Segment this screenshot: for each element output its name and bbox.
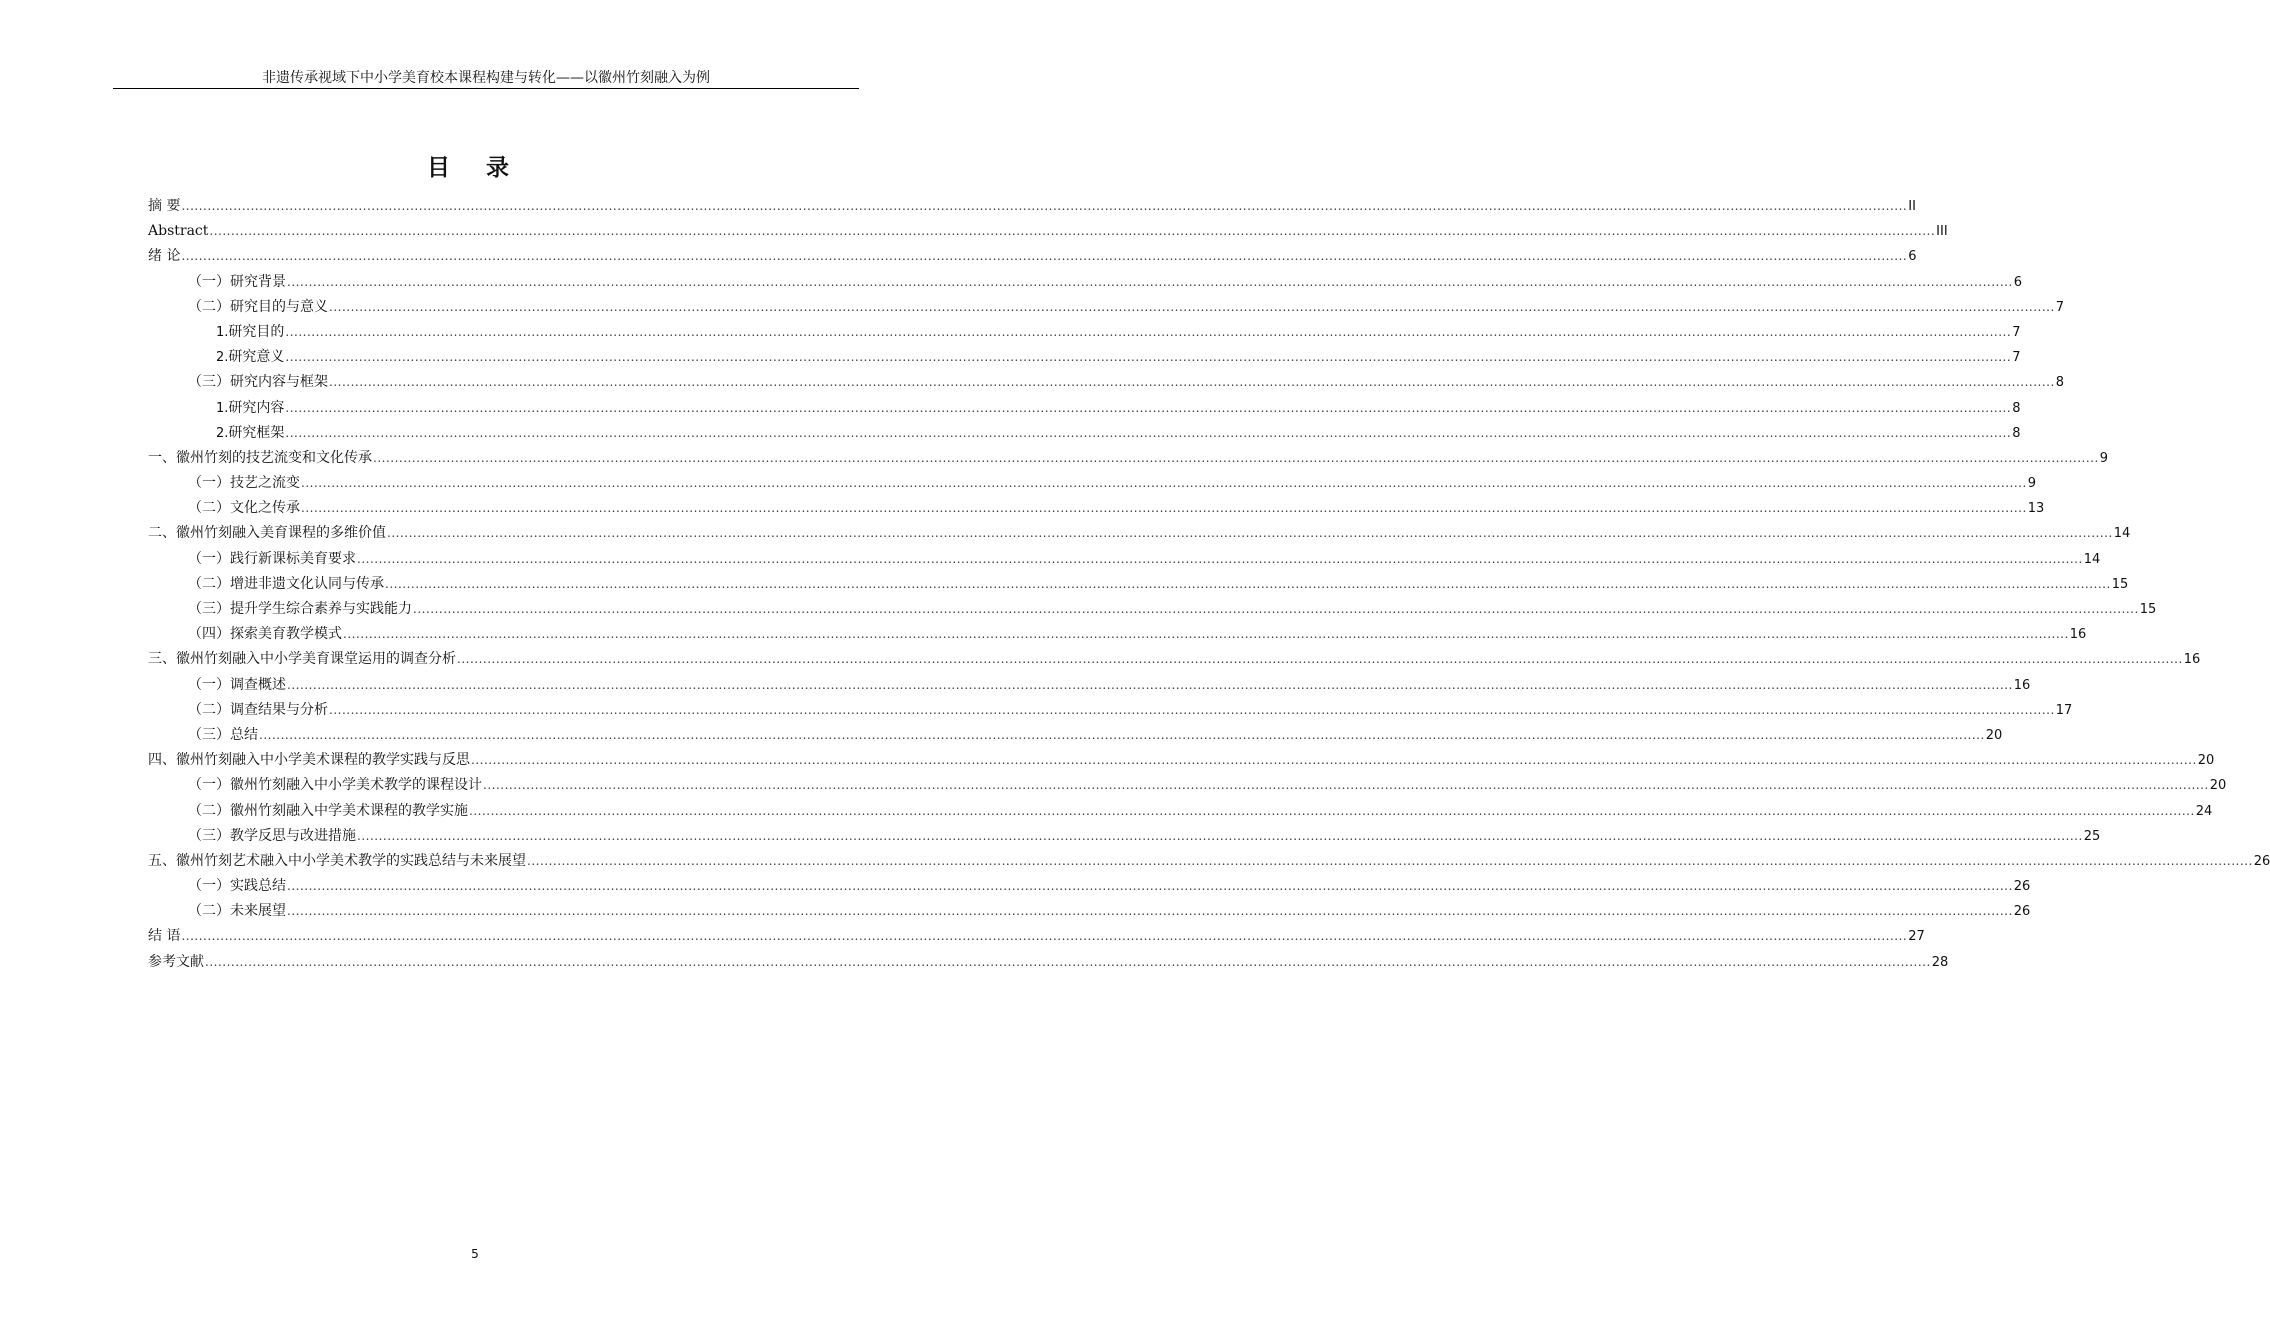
toc-title: 目 录: [426, 154, 523, 181]
toc-entry-label: 绪 论: [148, 248, 181, 265]
toc-entry[interactable]: [148, 446, 2109, 471]
toc-dot-leader: ................................................................................................................................................................................................................................................................................................................................................................................................................: [373, 450, 2099, 465]
toc-entry-label: 未来展望: [230, 903, 286, 920]
toc-dot-leader: ................................................................................................................................................................................................................................................................................................................................................................................................................: [285, 324, 2012, 339]
toc-entry-number: 三、: [148, 651, 176, 668]
toc-entry-page: 8: [2012, 400, 2021, 416]
toc-entry-page: 16: [2183, 652, 2201, 668]
toc-entry[interactable]: [148, 824, 2101, 849]
toc-dot-leader: ................................................................................................................................................................................................................................................................................................................................................................................................................: [457, 652, 2183, 667]
running-header: 非遗传承视域下中小学美育校本课程构建与转化——以徽州竹刻融入为例: [262, 70, 710, 86]
toc-dot-leader: ................................................................................................................................................................................................................................................................................................................................................................................................................: [181, 199, 1908, 213]
toc-entry-label: 研究目的: [228, 323, 285, 340]
toc-entry-page: 24: [2195, 803, 2213, 819]
toc-dot-leader: ................................................................................................................................................................................................................................................................................................................................................................................................................: [483, 778, 2209, 793]
toc-entry[interactable]: [148, 673, 2031, 698]
toc-entry[interactable]: [148, 496, 2045, 521]
toc-entry[interactable]: [148, 270, 2023, 295]
toc-entry-label: 研究意义: [228, 349, 285, 366]
toc-entry[interactable]: [148, 773, 2227, 798]
toc-entry-number: （一）: [188, 475, 230, 492]
toc-entry-label: 调查概述: [230, 676, 286, 693]
toc-entry-label: 徽州竹刻融入中学美术课程的教学实施: [230, 802, 468, 819]
toc-entry-label: 践行新课标美育要求: [230, 550, 356, 567]
toc-entry-page: 17: [2055, 702, 2073, 718]
toc-entry-page: 8: [2012, 425, 2021, 441]
toc-entry-number: （三）: [188, 726, 230, 743]
toc-entry-label: 研究框架: [228, 424, 285, 441]
toc-dot-leader: ................................................................................................................................................................................................................................................................................................................................................................................................................: [287, 904, 2013, 919]
toc-entry-label: 研究内容与框架: [230, 374, 328, 391]
toc-entry[interactable]: [148, 244, 1917, 269]
toc-entry-page: 6: [2013, 274, 2023, 290]
toc-dot-leader: ................................................................................................................................................................................................................................................................................................................................................................................................................: [181, 249, 1908, 264]
toc-dot-leader: ................................................................................................................................................................................................................................................................................................................................................................................................................: [301, 501, 2027, 516]
toc-entry-number: 一、: [148, 449, 176, 466]
toc-entry-page: 20: [1985, 727, 2003, 743]
toc-entry-page: 14: [2083, 551, 2101, 567]
toc-entry-page: 16: [2013, 677, 2031, 693]
toc-dot-leader: ................................................................................................................................................................................................................................................................................................................................................................................................................: [471, 753, 2197, 768]
toc-entry-label: 徽州竹刻融入中小学美术课程的教学实践与反思: [176, 752, 470, 769]
toc-entry-page: 20: [2197, 753, 2215, 769]
toc-entry[interactable]: [148, 295, 2065, 320]
toc-dot-leader: ................................................................................................................................................................................................................................................................................................................................................................................................................: [329, 702, 2055, 717]
toc-entry-page: 15: [2111, 576, 2129, 592]
toc-entry-page: 27: [1908, 929, 1925, 945]
toc-entry-number: （二）: [188, 500, 230, 517]
toc-entry-number: （三）: [188, 374, 230, 391]
toc-entry[interactable]: [148, 698, 2073, 723]
toc-entry-number: 1.: [216, 400, 229, 416]
toc-entry-page: 7: [2012, 324, 2021, 340]
toc-entry-label: 提升学生综合素养与实践能力: [230, 601, 412, 617]
toc-entry-number: 2.: [216, 425, 229, 441]
toc-entry-number: （一）: [188, 676, 230, 693]
toc-entry-page: 9: [2027, 476, 2037, 492]
toc-dot-leader: ................................................................................................................................................................................................................................................................................................................................................................................................................: [287, 274, 2013, 289]
toc-entry[interactable]: [148, 849, 2270, 874]
toc-entry-page: 20: [2209, 778, 2227, 794]
toc-entry-number: （三）: [188, 601, 230, 617]
toc-entry-page: 9: [2099, 450, 2109, 466]
toc-dot-leader: ................................................................................................................................................................................................................................................................................................................................................................................................................: [301, 476, 2027, 491]
toc-dot-leader: ................................................................................................................................................................................................................................................................................................................................................................................................................: [285, 425, 2012, 440]
toc-dot-leader: ................................................................................................................................................................................................................................................................................................................................................................................................................: [329, 375, 2055, 390]
toc-dot-leader: ................................................................................................................................................................................................................................................................................................................................................................................................................: [287, 677, 2013, 692]
toc-entry-label: 研究背景: [230, 273, 286, 290]
toc-entry-page: III: [1936, 224, 1948, 240]
toc-entry[interactable]: [148, 194, 1916, 219]
toc-entry-label: 总结: [230, 726, 258, 743]
toc-entry-number: （一）: [188, 550, 230, 567]
toc-dot-leader: ................................................................................................................................................................................................................................................................................................................................................................................................................: [357, 828, 2083, 843]
toc-entry[interactable]: [148, 622, 2087, 647]
toc-dot-leader: ................................................................................................................................................................................................................................................................................................................................................................................................................: [413, 602, 2139, 616]
table-of-contents: [148, 194, 2270, 975]
toc-entry-page: 25: [2083, 828, 2101, 844]
toc-entry-number: （二）: [188, 903, 230, 920]
toc-dot-leader: ................................................................................................................................................................................................................................................................................................................................................................................................................: [343, 627, 2069, 642]
toc-entry[interactable]: [148, 899, 2031, 924]
toc-entry-page: 16: [2069, 627, 2087, 643]
toc-entry-label: 增进非遗文化认同与传承: [230, 575, 384, 592]
toc-entry-label: 技艺之流变: [230, 475, 300, 492]
toc-dot-leader: ................................................................................................................................................................................................................................................................................................................................................................................................................: [387, 526, 2113, 541]
page-number: 5: [471, 1247, 479, 1261]
toc-entry[interactable]: [148, 748, 2215, 773]
toc-entry-label: 教学反思与改进措施: [230, 827, 356, 844]
toc-entry-page: 13: [2027, 501, 2045, 517]
toc-entry-number: （一）: [188, 878, 230, 895]
toc-dot-leader: ................................................................................................................................................................................................................................................................................................................................................................................................................: [357, 551, 2083, 566]
toc-entry-page: 7: [2012, 350, 2021, 366]
toc-dot-leader: ................................................................................................................................................................................................................................................................................................................................................................................................................: [527, 853, 2253, 868]
toc-entry-number: 二、: [148, 525, 176, 542]
toc-entry[interactable]: [148, 521, 2131, 546]
toc-dot-leader: ................................................................................................................................................................................................................................................................................................................................................................................................................: [181, 929, 1908, 944]
toc-entry-page: 28: [1931, 954, 1949, 970]
toc-entry-page: 26: [2253, 853, 2270, 869]
toc-entry-number: （一）: [188, 777, 230, 794]
toc-entry-label: 徽州竹刻的技艺流变和文化传承: [176, 449, 372, 466]
toc-entry[interactable]: [148, 320, 2021, 345]
toc-entry[interactable]: [148, 924, 1925, 949]
toc-entry[interactable]: [148, 799, 2213, 824]
toc-dot-leader: ................................................................................................................................................................................................................................................................................................................................................................................................................: [285, 400, 2012, 415]
toc-entry[interactable]: [148, 547, 2101, 572]
toc-dot-leader: ................................................................................................................................................................................................................................................................................................................................................................................................................: [209, 224, 1936, 239]
toc-entry-number: 2.: [216, 350, 229, 366]
toc-dot-leader: ................................................................................................................................................................................................................................................................................................................................................................................................................: [329, 299, 2055, 314]
toc-dot-leader: ................................................................................................................................................................................................................................................................................................................................................................................................................: [259, 727, 1985, 742]
toc-entry[interactable]: [148, 421, 2021, 446]
toc-entry-label: 五、徽州竹刻艺术融入中小学美术教学的实践总结与未来展望: [148, 852, 526, 869]
toc-entry-page: 7: [2055, 299, 2065, 315]
toc-dot-leader: ................................................................................................................................................................................................................................................................................................................................................................................................................: [205, 954, 1931, 969]
toc-entry-label: 参考文献: [148, 953, 204, 970]
toc-entry-number: 1.: [216, 324, 229, 340]
toc-entry[interactable]: [148, 471, 2037, 496]
toc-entry-number: 四、: [148, 752, 176, 769]
toc-entry-page: 6: [1908, 249, 1917, 265]
toc-entry[interactable]: [148, 396, 2021, 421]
toc-entry[interactable]: [148, 219, 1948, 244]
toc-entry-number: （四）: [188, 626, 230, 643]
toc-entry-label: 徽州竹刻融入美育课程的多维价值: [176, 525, 386, 542]
toc-entry-page: 8: [2055, 375, 2065, 391]
toc-entry-page: II: [1908, 199, 1916, 214]
toc-dot-leader: ................................................................................................................................................................................................................................................................................................................................................................................................................: [287, 879, 2013, 894]
toc-dot-leader: ................................................................................................................................................................................................................................................................................................................................................................................................................: [469, 803, 2195, 818]
toc-entry[interactable]: [148, 874, 2031, 899]
toc-entry-label: 徽州竹刻融入中小学美术教学的课程设计: [230, 777, 482, 794]
toc-entry-page: 15: [2139, 602, 2157, 617]
toc-entry-label: Abstract: [148, 223, 209, 240]
toc-entry-label: 文化之传承: [230, 500, 300, 517]
toc-entry-number: （二）: [188, 802, 230, 819]
toc-entry[interactable]: [148, 597, 2157, 622]
toc-entry-number: （三）: [188, 827, 230, 844]
header-rule: [113, 88, 859, 89]
toc-entry-page: 26: [2013, 904, 2031, 920]
toc-entry-page: 26: [2013, 879, 2031, 895]
toc-entry-label: 实践总结: [230, 878, 286, 895]
toc-entry[interactable]: [148, 950, 1949, 975]
toc-dot-leader: ................................................................................................................................................................................................................................................................................................................................................................................................................: [285, 350, 2012, 365]
toc-entry-label: 摘 要: [148, 198, 181, 214]
toc-entry[interactable]: [148, 647, 2201, 672]
toc-entry-number: （二）: [188, 298, 230, 315]
toc-entry-number: （二）: [188, 701, 230, 718]
toc-entry-label: 结 语: [148, 928, 181, 945]
toc-dot-leader: ................................................................................................................................................................................................................................................................................................................................................................................................................: [385, 576, 2111, 591]
toc-entry-label: 研究目的与意义: [230, 298, 328, 315]
toc-entry-page: 14: [2113, 526, 2131, 542]
toc-entry-label: 调查结果与分析: [230, 701, 328, 718]
toc-entry[interactable]: [148, 723, 2003, 748]
toc-entry[interactable]: [148, 370, 2065, 395]
toc-entry[interactable]: [148, 572, 2129, 597]
toc-entry-label: 探索美育教学模式: [230, 626, 342, 643]
toc-entry[interactable]: [148, 345, 2021, 370]
toc-entry-label: 徽州竹刻融入中小学美育课堂运用的调查分析: [176, 651, 456, 668]
toc-entry-number: （二）: [188, 575, 230, 592]
toc-entry-label: 研究内容: [228, 399, 285, 416]
toc-entry-number: （一）: [188, 273, 230, 290]
